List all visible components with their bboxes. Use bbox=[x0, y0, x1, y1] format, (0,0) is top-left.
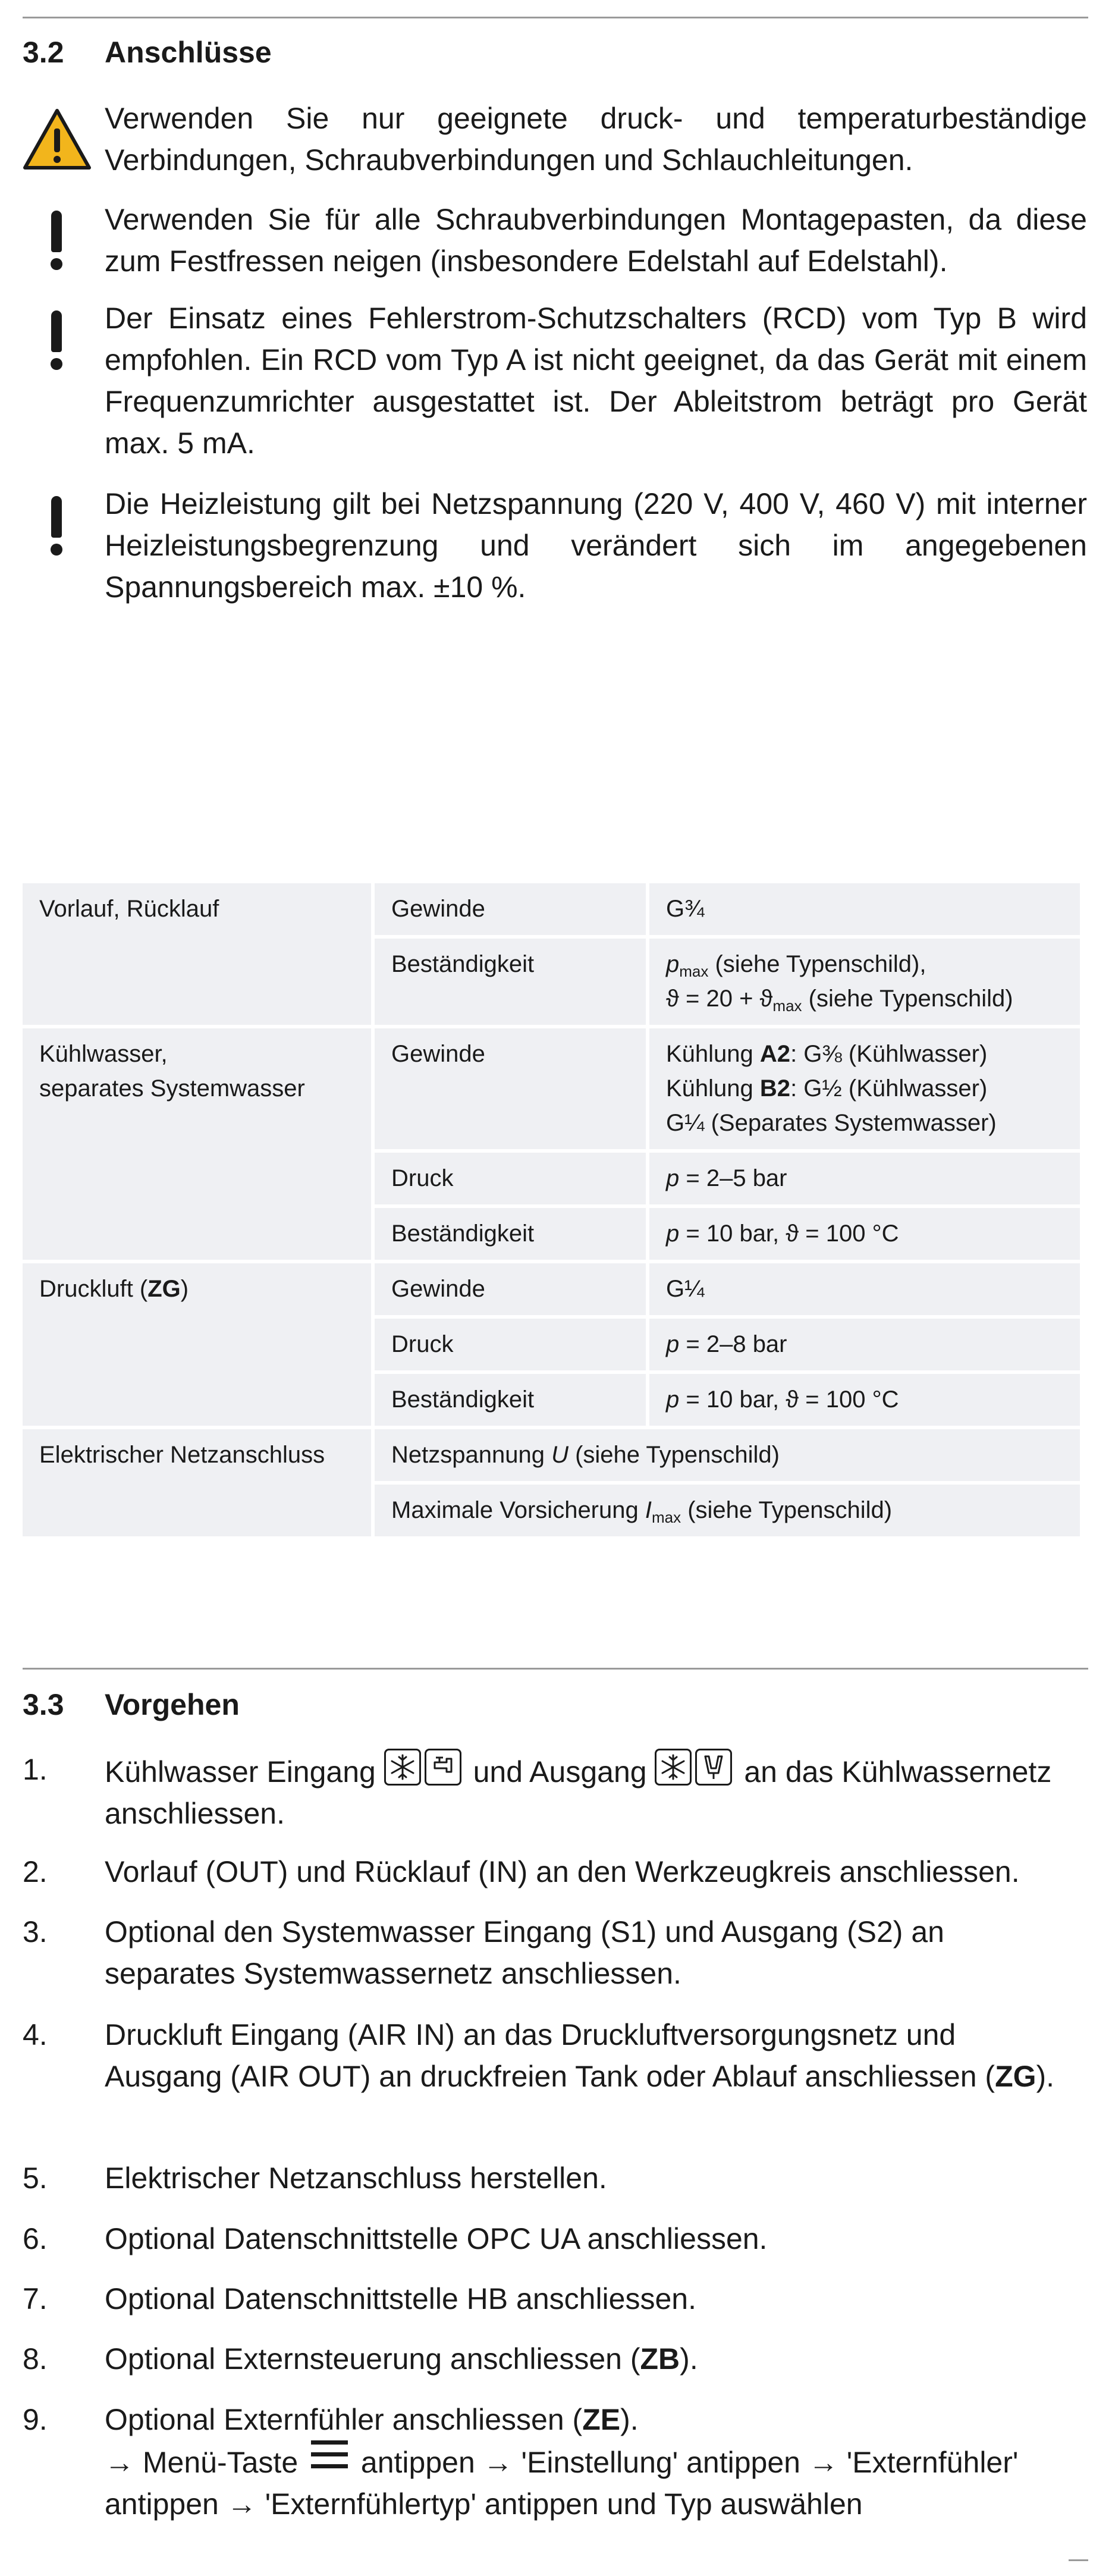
step-1: Kühlwasser Eingang und Ausgang an das Kühlwassernetz anschliessen. bbox=[105, 1749, 1088, 1834]
menu-hamburger-icon bbox=[311, 2440, 348, 2470]
step-number: 7. bbox=[23, 2282, 48, 2315]
note-assembly-paste: Verwenden Sie für alle Schraubverbindungen Montagepasten, da diese zum Festfressen neigen (insbesondere Edelstahl auf Edelstahl). bbox=[105, 203, 1087, 278]
water-outlet-drain-icon bbox=[695, 1749, 732, 1786]
table-cell-label: Elektrischer Netzanschluss bbox=[23, 1429, 371, 1536]
warning-triangle-icon bbox=[23, 108, 92, 170]
table-cell: p = 10 bar, ϑ = 100 °C bbox=[649, 1208, 1080, 1260]
table-cell: G¾ bbox=[649, 883, 1080, 935]
step-5: Elektrischer Netzanschluss herstellen. bbox=[105, 2161, 607, 2195]
exclamation-icon bbox=[46, 310, 67, 370]
table-cell: G¼ bbox=[649, 1263, 1080, 1315]
section-number: 3.2 bbox=[23, 36, 64, 69]
table-row bbox=[23, 1028, 1080, 1149]
section-heading-3-3 bbox=[23, 1687, 240, 1722]
section-heading-3-2 bbox=[23, 34, 272, 70]
table-cell: Gewinde bbox=[375, 1263, 646, 1315]
table-cell-label: Kühlwasser, separates Systemwasser bbox=[23, 1028, 371, 1260]
cooling-snowflake-icon bbox=[655, 1749, 692, 1786]
step-number: 8. bbox=[23, 2342, 48, 2376]
section-number: 3.3 bbox=[23, 1688, 64, 1721]
cooling-snowflake-icon bbox=[384, 1749, 421, 1786]
table-row bbox=[23, 1263, 1080, 1315]
table-cell: Netzspannung U (siehe Typenschild) bbox=[375, 1429, 1080, 1481]
table-cell: Gewinde bbox=[375, 1028, 646, 1149]
exclamation-icon bbox=[46, 496, 67, 556]
table-cell-label: Vorlauf, Rücklauf bbox=[23, 883, 371, 1025]
table-cell: p = 2–8 bar bbox=[649, 1319, 1080, 1370]
note-heating-power: Die Heizleistung gilt bei Netzspannung (220 V, 400 V, 460 V) mit interner Heizleistungsbegrenzung und verändert sich im angegebenen Spannungsbereich max. ±10 %. bbox=[105, 487, 1087, 604]
step-8: Optional Externsteuerung anschliessen (ZB). bbox=[105, 2342, 698, 2376]
table-row bbox=[23, 1429, 1080, 1481]
step-number: 9. bbox=[23, 2403, 48, 2436]
step-number: 4. bbox=[23, 2018, 48, 2051]
note-warning-connections: Verwenden Sie nur geeignete druck- und temperaturbeständige Verbindungen, Schraubverbindungen und Schlauchleitungen. bbox=[105, 102, 1087, 177]
note-rcd: Der Einsatz eines Fehlerstrom-Schutzschalters (RCD) vom Typ B wird empfohlen. Ein RCD vom Typ A ist nicht geeignet, da das Gerät mit einem Frequenzumrichter ausgestattet ist. Der Ableitstrom beträgt pro Gerät max. 5 mA. bbox=[105, 302, 1087, 460]
table-cell: p = 2–5 bar bbox=[649, 1153, 1080, 1204]
table-cell: Beständigkeit bbox=[375, 1208, 646, 1260]
section-divider bbox=[23, 1668, 1088, 1670]
connections-table bbox=[19, 880, 1083, 1540]
exclamation-icon bbox=[46, 211, 67, 270]
step-3: Optional den Systemwasser Eingang (S1) und Ausgang (S2) an separates Systemwassernetz anschliessen. bbox=[105, 1915, 944, 1990]
step-4: Druckluft Eingang (AIR IN) an das Druckluftversorgungsnetz und Ausgang (AIR OUT) an druckfreien Tank oder Ablauf anschliessen (ZG). bbox=[105, 2018, 1055, 2093]
table-cell-label: Druckluft (ZG) bbox=[23, 1263, 371, 1426]
step-number: 6. bbox=[23, 2222, 48, 2255]
table-cell: Maximale Vorsicherung $I_{max}$ (siehe Typenschild) bbox=[375, 1485, 1080, 1536]
step-number: 5. bbox=[23, 2161, 48, 2195]
table-cell: Beständigkeit bbox=[375, 1374, 646, 1426]
step-number: 1. bbox=[23, 1753, 48, 1786]
step-7: Optional Datenschnittstelle HB anschliessen. bbox=[105, 2282, 696, 2315]
water-inlet-tap-icon bbox=[425, 1749, 461, 1786]
step-2: Vorlauf (OUT) und Rücklauf (IN) an den Werkzeugkreis anschliessen. bbox=[105, 1855, 1020, 1888]
section-divider-top bbox=[23, 17, 1088, 18]
table-cell: Gewinde bbox=[375, 883, 646, 935]
step-6: Optional Datenschnittstelle OPC UA anschliessen. bbox=[105, 2222, 768, 2255]
section-title: Vorgehen bbox=[105, 1688, 240, 1721]
table-cell: Kühlung A2: G⅜ (Kühlwasser) Kühlung B2: G½ (Kühlwasser) G¼ (Separates Systemwasser) bbox=[649, 1028, 1080, 1149]
table-cell: Druck bbox=[375, 1153, 646, 1204]
table-cell: Beständigkeit bbox=[375, 939, 646, 1025]
step-number: 2. bbox=[23, 1855, 48, 1888]
table-cell: Druck bbox=[375, 1319, 646, 1370]
table-cell: $p_{max}$ (siehe Typenschild), $ϑ = 20 + ϑ_{max}$ (siehe Typenschild) bbox=[649, 939, 1080, 1025]
step-9: Optional Externfühler anschliessen (ZE). → Menü-Taste antippen → 'Einstellung' antippen → 'Externfühler' antippen → 'Externfühlertyp' antippen und Typ auswählen bbox=[105, 2403, 1019, 2521]
footer-rule bbox=[1069, 2559, 1088, 2561]
table-row bbox=[23, 883, 1080, 935]
section-title: Anschlüsse bbox=[105, 36, 272, 69]
table-cell: p = 10 bar, ϑ = 100 °C bbox=[649, 1374, 1080, 1426]
step-number: 3. bbox=[23, 1915, 48, 1949]
